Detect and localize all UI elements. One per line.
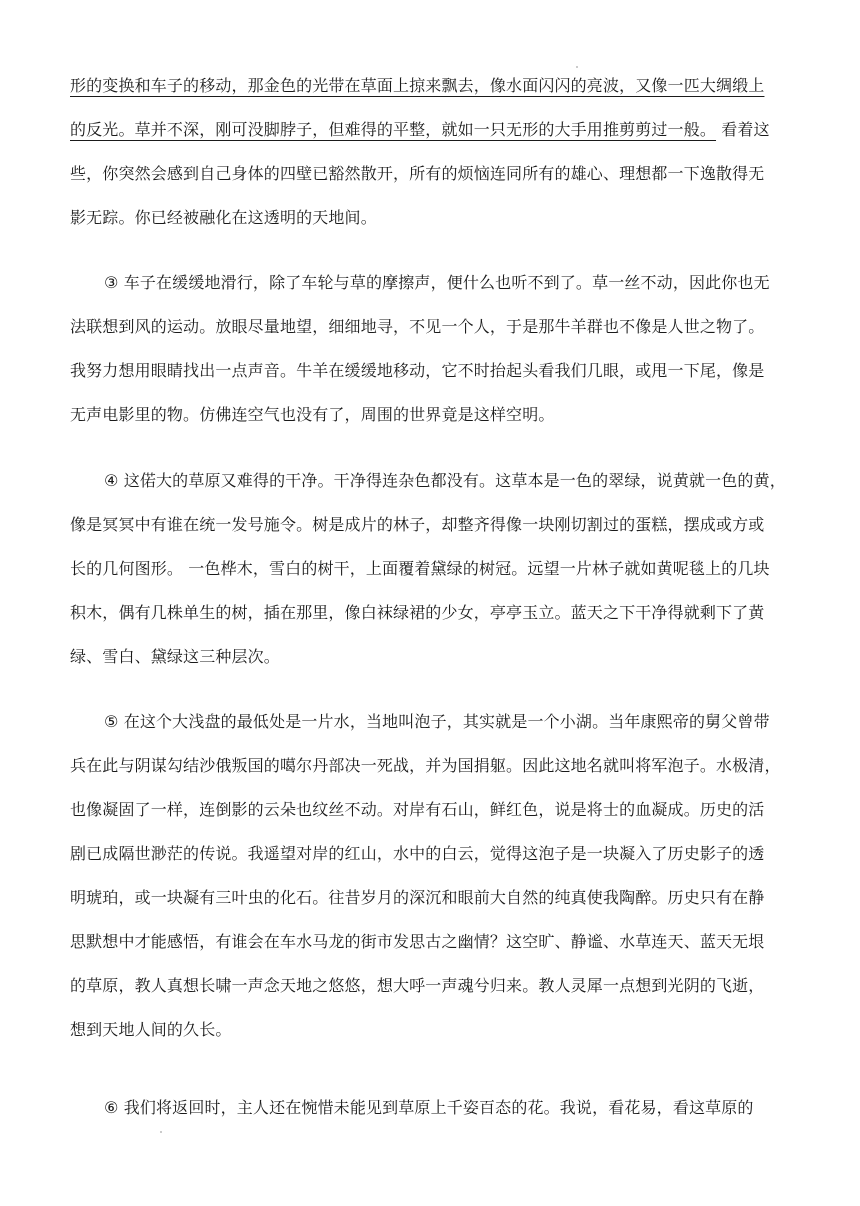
paragraph-line: 兵在此与阴谋勾结沙俄叛国的噶尔丹部决一死战，并为国捐躯。因此这地名就叫将军泡子。水极清， <box>70 756 781 775</box>
paragraph-line: 积木，偶有几株单生的树，插在那里，像白袜绿裙的少女，亭亭玉立。蓝天之下干净得就剩下了黄 <box>70 603 765 622</box>
paragraph-line: 的草原，教人真想长啸一声念天地之悠悠，想大呼一声魂兮归来。教人灵犀一点想到光阴的飞逝， <box>70 976 765 995</box>
paragraph-line: 明琥珀，或一块凝有三叶虫的化石。往昔岁月的深沉和眼前大自然的纯真使我陶醉。历史只有在静 <box>70 888 765 907</box>
paragraph-line: ④ 这偌大的草原又难得的干净。干净得连杂色都没有。这草本是一色的翠绿，说黄就一色的黄， <box>104 471 786 490</box>
paragraph-6 <box>70 1086 792 1130</box>
paragraph-line: 些，你突然会感到自己身体的四壁已豁然散开，所有的烦恼连同所有的雄心、理想都一下逸散得无 <box>70 164 765 183</box>
underlined-sentence: 的反光。草并不深，刚可没脚脖子，但难得的平整，就如一只无形的大手用推剪剪过一般。 <box>70 120 717 139</box>
paragraph-5 <box>70 700 792 1052</box>
paragraph-line: 我努力想用眼睛找出一点声音。牛羊在缓缓地移动，它不时抬起头看我们几眼，或甩一下尾，像是 <box>70 361 765 380</box>
paragraph-line: 绿、雪白、黛绿这三种层次。 <box>70 647 280 666</box>
paragraph-line: 形的变换和车子的移动，那金色的光带在草面上掠来飘去，像水面闪闪的亮波，又像一匹大绸缎上 <box>70 76 765 95</box>
paragraph-text: 看着这 <box>716 120 770 139</box>
paragraph-line: 思默想中才能感悟，有谁会在车水马龙的街市发思古之幽情？这空旷、静谧、水草连天、蓝天无垠 <box>70 932 765 951</box>
paragraph-4 <box>70 459 792 679</box>
paragraph-line: ⑥ 我们将返回时，主人还在惋惜未能见到草原上千姿百态的花。我说，看花易，看这草原的 <box>104 1098 754 1117</box>
paragraph-line: 影无踪。你已经被融化在这透明的天地间。 <box>70 208 377 227</box>
paragraph-line: 无声电影里的物。仿佛连空气也没有了，周围的世界竟是这样空明。 <box>70 405 555 424</box>
paragraph-line: ⑤ 在这个大浅盘的最低处是一片水，当地叫泡子，其实就是一个小湖。当年康熙帝的舅父曾带 <box>104 712 770 731</box>
paragraph-line: 想到天地人间的久长。 <box>70 1020 232 1039</box>
paragraph-line <box>70 108 792 152</box>
paragraph-3 <box>70 261 792 437</box>
paragraph-line: ③ 车子在缓缓地滑行，除了车轮与草的摩擦声，便什么也听不到了。草一丝不动，因此你也无 <box>104 273 770 292</box>
paragraph-line: 也像凝固了一样，连倒影的云朵也纹丝不动。对岸有石山，鲜红色，说是将士的血凝成。历史的活 <box>70 800 765 819</box>
paragraph-line: 长的几何图形。 一色桦木，雪白的树干，上面覆着黛绿的树冠。远望一片林子就如黄呢毯上的几块 <box>70 559 770 578</box>
paragraph-line: 法联想到风的运动。放眼尽量地望，细细地寻，不见一个人，于是那牛羊群也不像是人世之物了。 <box>70 317 765 336</box>
paragraph-line: 像是冥冥中有谁在统一发号施令。树是成片的林子，却整齐得像一块刚切割过的蛋糕，摆成或方或 <box>70 515 765 534</box>
scan-speck <box>160 1131 162 1133</box>
paragraph-continued <box>70 64 792 240</box>
paragraph-line: 剧已成隔世渺茫的传说。我遥望对岸的红山，水中的白云，觉得这泡子是一块凝入了历史影子的透 <box>70 844 765 863</box>
